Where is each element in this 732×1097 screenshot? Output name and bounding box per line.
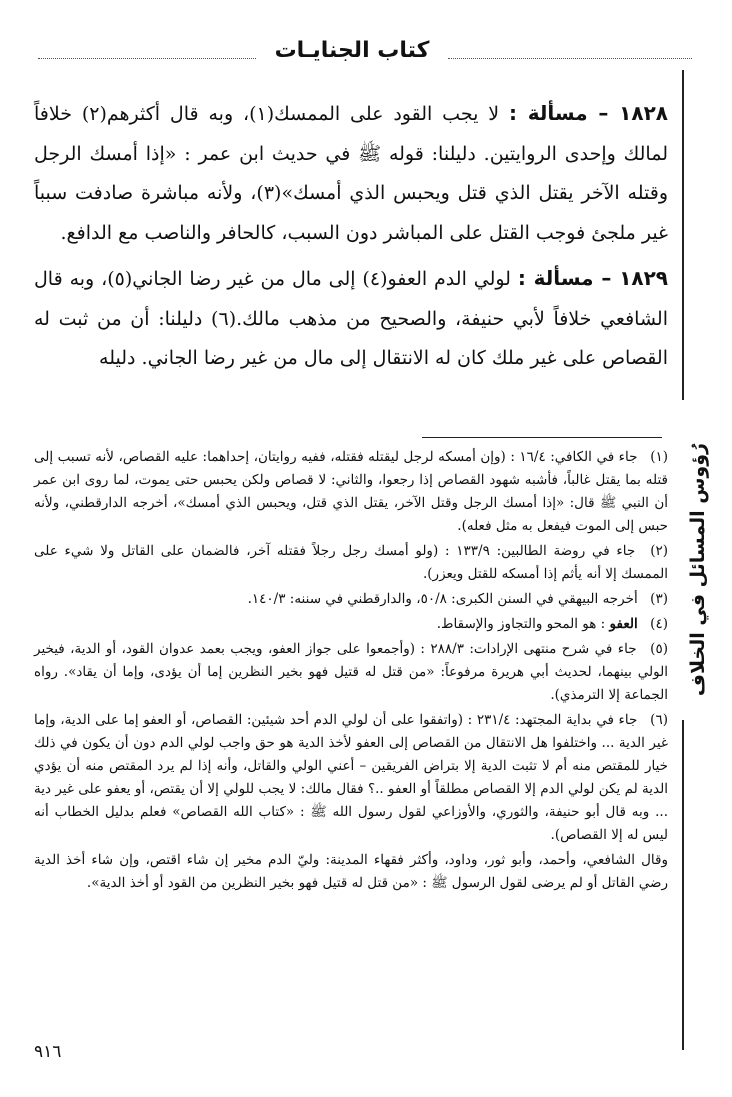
footnote-separator — [422, 437, 662, 438]
footnote-text: : هو المحو والتجاوز والإسقاط. — [436, 616, 610, 632]
footnote-6-continued — [34, 849, 668, 895]
footnote-text: جاء في بداية المجتهد: ٢٣١/٤ : (واتفقوا على أن لولي الدم أحد شيئين: القصاص، أو العفو إما على الدية، وإما غير الدية ... واختلفوا هل الانتقال من القصاص إلى العفو لأخذ الدية هو حق واجب لولي الدم دون أن يكون في ذلك خيار للمقتص منه أم لا تثبت الدية إلا بتراض الفريقين – أعني الولي والقاتل، وأنه إذا لم يرد المقتص منه أن يؤدي الدية لم يكن لولي الدم إلا القصاص مطلقاً أو العفو ..؟ فقال مالك: لا يجب للولي إلا أن يقتص، أو يعفو على غير دية ... وبه قال أبو حنيفة، والثوري، والأوزاعي لقول رسول الله ﷺ : «كتاب الله القصاص» فعلم بدليل الخطاب أنه ليس له إلا القصاص). — [34, 712, 668, 843]
footnote-number: (٣) — [650, 591, 668, 607]
masala-1828-heading: ١٨٢٨ – مسألة : — [508, 101, 668, 125]
footnotes — [34, 446, 668, 897]
footnote-5 — [34, 638, 668, 707]
footnote-1 — [34, 446, 668, 538]
masala-1829-heading: ١٨٢٩ – مسألة : — [517, 266, 669, 290]
footnote-6 — [34, 709, 668, 847]
footnote-number: (١) — [650, 449, 669, 465]
footnote-text: جاء في شرح منتهى الإرادات: ٢٨٨/٣ : (وأجمعوا على جواز العفو، ويجب بعمد عدوان القود، أو الدية، فيخير الولي بينهما، لحديث أبي هريرة مرفوعاً: «من قتل له قتيل فهو بخير النظرين إما أن يؤدى، وإما أن يقاد». رواه الجماعة إلا الترمذي). — [34, 641, 668, 703]
header-rule-right — [448, 58, 692, 59]
masala-1829-body: لولي الدم العفو(٤) إلى مال من غير رضا الجاني(٥)، وبه قال الشافعي خلافاً لأبي حنيفة، والصحيح من مذهب مالك.(٦) دليلنا: أن من ثبت له القصاص على غير ملك كان له الانتقال إلى مال من غير رضا الجاني. دليله — [34, 268, 668, 369]
side-book-title-text: رُؤوس المسائل في الخلاف — [687, 443, 709, 697]
footnote-2 — [34, 540, 668, 586]
footnote-4 — [34, 613, 668, 636]
footnote-term: العفو — [609, 616, 638, 632]
footnote-text: جاء في روضة الطالبين: ١٣٣/٩ : (ولو أمسك رجل رجلاً فقتله آخر، فالضمان على القاتل ولا شيء على الممسك إلا أنه يأثم إذا أمسكه للقتل ويعزر). — [34, 543, 668, 582]
page-number: ٩١٦ — [34, 1042, 62, 1062]
side-rule-bottom — [682, 720, 684, 1050]
footnote-3 — [34, 588, 668, 611]
running-title: كتاب الجنايـات — [274, 38, 430, 63]
masala-1829 — [34, 259, 668, 379]
header-rule-left — [38, 58, 256, 59]
footnote-number: (٥) — [650, 641, 668, 657]
side-book-title — [676, 440, 720, 700]
side-rule-top — [682, 70, 684, 400]
footnote-number: (٢) — [650, 543, 669, 559]
footnote-text: جاء في الكافي: ١٦/٤ : (وإن أمسكه لرجل ليقتله فقتله، ففيه روايتان، إحداهما: عليه القصاص، لأنه تسبب إلى قتله بما يقتل غالباً، فأشبه شهود القصاص إذا رجعوا، والثاني: لا قصاص ولكن يحبس حتى يموت، لما روى ابن عمر أن النبي ﷺ قال: «إذا أمسك الرجل وقتل الآخر، يقتل الذي قتل، ويحبس الذي أمسك»، أخرجه الدارقطني، ولأنه حبس إلى الموت فيفعل به مثل فعله). — [34, 449, 668, 534]
masala-1828-body: لا يجب القود على الممسك(١)، وبه قال أكثرهم(٢) خلافاً لمالك وإحدى الروايتين. دليلنا: قوله ﷺ في حديث ابن عمر : «إذا أمسك الرجل وقتله الآخر يقتل الذي قتل ويحبس الذي أمسك»(٣)، ولأنه مباشرة صادفت سبباً غير ملجئ فوجب القتل على المباشر دون السبب، كالحافر والناصب مع الدافع. — [34, 103, 669, 244]
footnote-text: أخرجه البيهقي في السنن الكبرى: ٥٠/٨، والدارقطني في سننه: ١٤٠/٣. — [247, 591, 638, 607]
masala-1828 — [34, 94, 668, 253]
footnote-text: وقال الشافعي، وأحمد، وأبو ثور، وداود، وأكثر فقهاء المدينة: وليّ الدم مخير إن شاء اقتص، وإن شاء أخذ الدية رضي القاتل أو لم يرضى لقول الرسول ﷺ : «من قتل له قتيل فهو بخير النظرين من القود أو أخذ الدية». — [34, 852, 668, 891]
main-text — [34, 94, 668, 385]
footnote-number: (٤) — [650, 616, 668, 632]
footnote-number: (٦) — [650, 712, 668, 728]
